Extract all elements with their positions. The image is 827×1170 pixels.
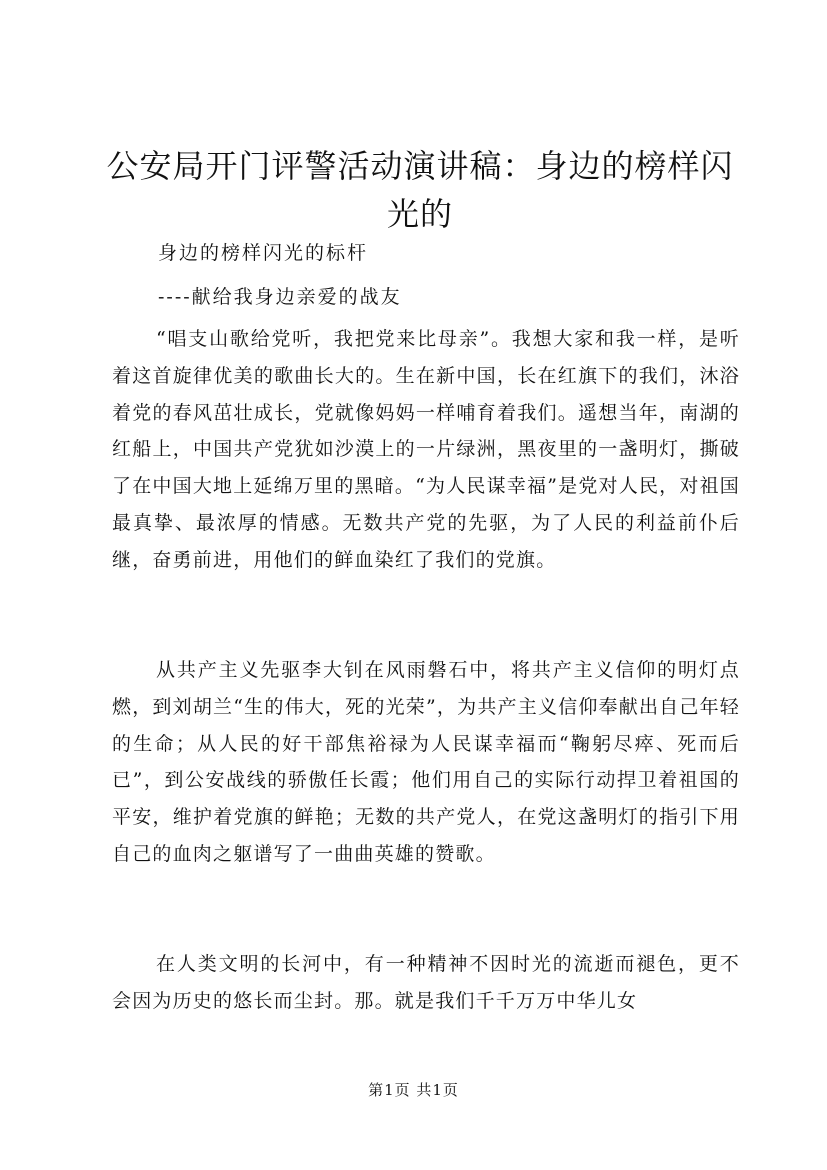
paragraph: 在人类文明的长河中，有一种精神不因时光的流逝而褪色，更不会因为历史的悠长而尘封。那。就是我们千千万万中华儿女 (112, 953, 740, 1012)
paragraph: 从共产主义先驱李大钊在风雨磐石中，将共产主义信仰的明灯点燃，到刘胡兰“生的伟大，死的光荣”，为共产主义信仰奉献出自己年轻的生命；从人民的好干部焦裕禄为人民谋幸福而“鞠躬尽瘁、死而后已”，到公安战线的骄傲任长霞；他们用自己的实际行动捍卫着祖国的平安，维护着党旗的鲜艳；无数的共产党人，在党这盏明灯的指引下用自己的血肉之躯谱写了一曲曲英雄的赞歌。 (112, 659, 740, 865)
document-title: 公安局开门评警活动演讲稿：身边的榜样闪光的 (106, 147, 734, 233)
paragraph: “唱支山歌给党听，我把党来比母亲”。我想大家和我一样，是听着这首旋律优美的歌曲长大的。生在新中国，长在红旗下的我们，沐浴着党的春风茁壮成长，党就像妈妈一样哺育着我们。遥想当年，南湖的红船上，中国共产党犹如沙漠上的一片绿洲，黑夜里的一盏明灯，撕破了在中国大地上延绵万里的黑暗。“为人民谋幸福”是党对人民，对祖国最真挚、最浓厚的情感。无数共产党的先驱，为了人民的利益前仆后继，奋勇前进，用他们的鲜血染红了我们的党旗。 (112, 328, 740, 571)
page-footer: 第1页 共1页 (368, 1081, 459, 1099)
subtitle-line: 身边的榜样闪光的标杆 (158, 242, 369, 264)
dedication-line: ----献给我身边亲爱的战友 (158, 286, 402, 308)
